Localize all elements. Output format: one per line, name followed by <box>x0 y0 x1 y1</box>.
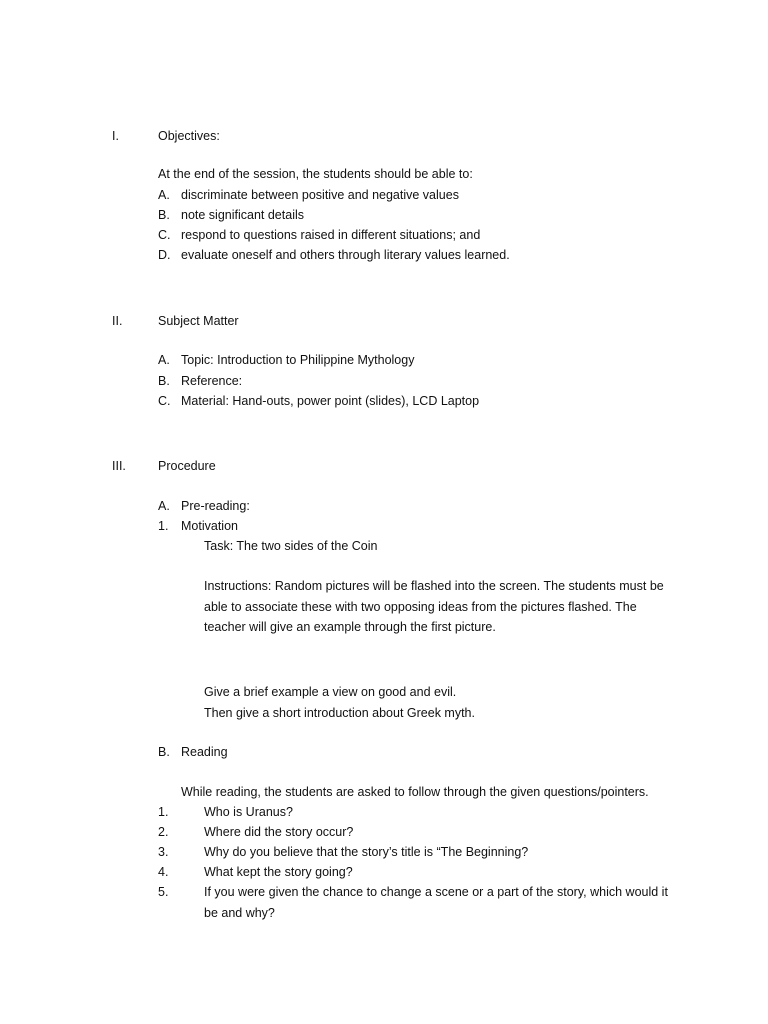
question-text: If you were given the chance to change a scene or a part of the story, which would it <box>204 885 668 899</box>
question-text: Who is Uranus? <box>204 805 293 819</box>
task-line: Task: The two sides of the Coin <box>204 539 378 553</box>
instructions-line: teacher will give an example through the first picture. <box>204 620 496 634</box>
section-2-numeral: II. <box>112 314 123 328</box>
question-marker: 3. <box>158 845 169 859</box>
section-2-heading: Subject Matter <box>158 314 239 328</box>
subject-item: Material: Hand-outs, power point (slides), LCD Laptop <box>181 394 480 408</box>
example-line: Then give a short introduction about Greek myth. <box>204 706 475 720</box>
section-1-numeral: I. <box>112 129 119 143</box>
section-1-heading: Objectives: <box>158 129 220 143</box>
section-3-heading: Procedure <box>158 459 216 473</box>
instructions-line: able to associate these with two opposing ideas from the pictures flashed. The <box>204 600 637 614</box>
motivation-marker: 1. <box>158 519 169 533</box>
subject-item: Topic: Introduction to Philippine Mythology <box>181 353 415 367</box>
question-text: Why do you believe that the story’s title is “The Beginning? <box>204 845 529 859</box>
subject-marker: C. <box>158 394 171 408</box>
objective-marker: B. <box>158 208 170 222</box>
pre-reading-label: Pre-reading: <box>181 499 250 513</box>
pre-reading-marker: A. <box>158 499 170 513</box>
question-marker: 5. <box>158 885 169 899</box>
objective-marker: D. <box>158 248 171 262</box>
objectives-intro: At the end of the session, the students should be able to: <box>158 167 473 181</box>
example-line: Give a brief example a view on good and evil. <box>204 685 457 699</box>
objective-item: note significant details <box>181 208 304 222</box>
question-marker: 1. <box>158 805 169 819</box>
reading-marker: B. <box>158 745 170 759</box>
question-text: Where did the story occur? <box>204 825 354 839</box>
motivation-label: Motivation <box>181 519 238 533</box>
question-marker: 2. <box>158 825 169 839</box>
instructions-line: Instructions: Random pictures will be flashed into the screen. The students must be <box>204 579 664 593</box>
objective-item: respond to questions raised in different situations; and <box>181 228 481 242</box>
question-text: What kept the story going? <box>204 865 353 879</box>
subject-marker: A. <box>158 353 170 367</box>
objective-item: evaluate oneself and others through literary values learned. <box>181 248 510 262</box>
reading-label: Reading <box>181 745 228 759</box>
reading-intro: While reading, the students are asked to follow through the given questions/pointers. <box>181 785 649 799</box>
subject-marker: B. <box>158 374 170 388</box>
objective-marker: A. <box>158 188 170 202</box>
section-3-numeral: III. <box>112 459 126 473</box>
subject-item: Reference: <box>181 374 243 388</box>
objective-item: discriminate between positive and negative values <box>181 188 459 202</box>
question-text-continued: be and why? <box>204 906 275 920</box>
objective-marker: C. <box>158 228 171 242</box>
question-marker: 4. <box>158 865 169 879</box>
